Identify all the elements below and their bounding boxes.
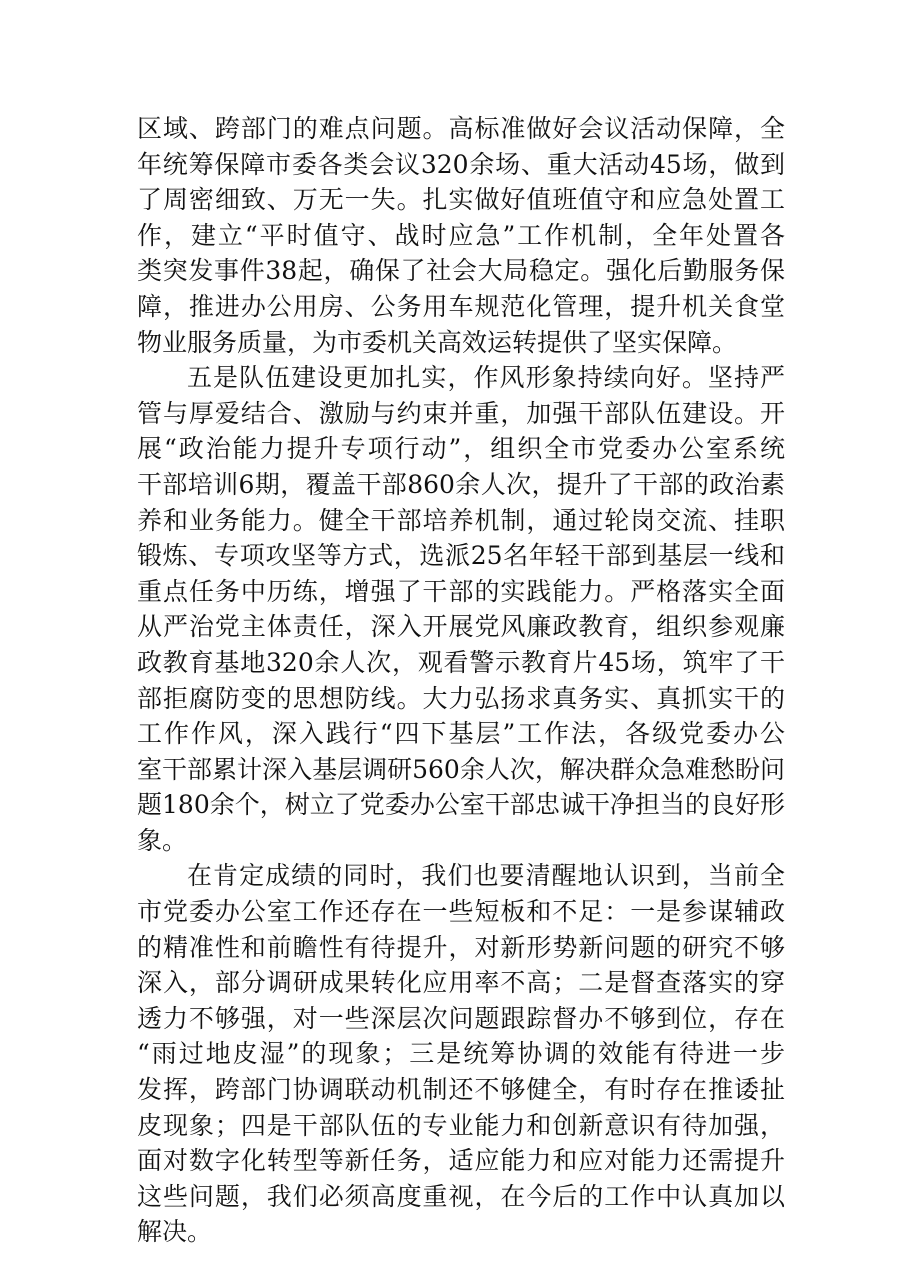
text-line: 面对数字化转型等新任务，适应能力和应对能力还需提升 (137, 1146, 785, 1176)
text-line: 工作作风，深入践行“四下基层”工作法，各级党委办公 (137, 719, 785, 749)
text-line: 皮现象；四是干部队伍的专业能力和创新意识有待加强， (137, 1110, 785, 1140)
text-line: 展“政治能力提升专项行动”，组织全市党委办公室系统 (137, 434, 785, 464)
text-line: 题180余个，树立了党委办公室干部忠诚干净担当的良好形 (137, 790, 785, 820)
text-line: “雨过地皮湿”的现象；三是统筹协调的效能有待进一步 (137, 1039, 785, 1069)
text-line: 锻炼、专项攻坚等方式，选派25名年轻干部到基层一线和 (137, 541, 785, 571)
document-body (137, 111, 785, 1250)
text-line: 了周密细致、万无一失。扎实做好值班值守和应急处置工 (137, 185, 785, 215)
text-line: 发挥，跨部门协调联动机制还不够健全，有时存在推诿扯 (137, 1075, 785, 1105)
text-line: 室干部累计深入基层调研560余人次，解决群众急难愁盼问 (137, 754, 785, 784)
paragraph-team-building (137, 360, 785, 858)
text-line: 深入，部分调研成果转化应用率不高；二是督查落实的穿 (137, 968, 785, 998)
text-line: 部拒腐防变的思想防线。大力弘扬求真务实、真抓实干的 (137, 683, 785, 713)
text-line-last: 解决。 (137, 1217, 213, 1247)
text-line: 养和业务能力。健全干部培养机制，通过轮岗交流、挂职 (137, 505, 785, 535)
text-line: 市党委办公室工作还存在一些短板和不足：一是参谋辅政 (137, 897, 785, 927)
text-line: 区域、跨部门的难点问题。高标准做好会议活动保障，全 (137, 114, 785, 143)
paragraph-shortcomings (137, 858, 785, 1250)
text-line: 重点任务中历练，增强了干部的实践能力。严格落实全面 (137, 576, 785, 606)
text-line: 类突发事件38起，确保了社会大局稳定。强化后勤服务保 (137, 256, 785, 286)
text-line: 这些问题，我们必须高度重视，在今后的工作中认真加以 (137, 1181, 785, 1211)
text-line: 年统筹保障市委各类会议320余场、重大活动45场，做到 (137, 149, 785, 179)
text-line-last: 象。 (137, 825, 188, 855)
text-line-first: 在肯定成绩的同时，我们也要清醒地认识到，当前全 (187, 861, 785, 891)
text-line: 管与厚爱结合、激励与约束并重，加强干部队伍建设。开 (137, 398, 785, 428)
text-line: 政教育基地320余人次，观看警示教育片45场，筑牢了干 (137, 647, 785, 677)
text-line-last: 物业服务质量，为市委机关高效运转提供了坚实保障。 (137, 327, 738, 357)
text-line: 透力不够强，对一些深层次问题跟踪督办不够到位，存在 (137, 1003, 785, 1033)
text-line-first: 五是队伍建设更加扎实，作风形象持续向好。坚持严 (187, 363, 785, 393)
text-line: 障，推进办公用房、公务用车规范化管理，提升机关食堂 (137, 291, 785, 321)
text-line: 的精准性和前瞻性有待提升，对新形势新问题的研究不够 (137, 932, 785, 962)
paragraph-logistics (137, 111, 785, 360)
text-line: 干部培训6期，覆盖干部860余人次，提升了干部的政治素 (137, 469, 785, 499)
text-line: 从严治党主体责任，深入开展党风廉政教育，组织参观廉 (137, 612, 785, 642)
text-line: 作，建立“平时值守、战时应急”工作机制，全年处置各 (137, 220, 785, 250)
